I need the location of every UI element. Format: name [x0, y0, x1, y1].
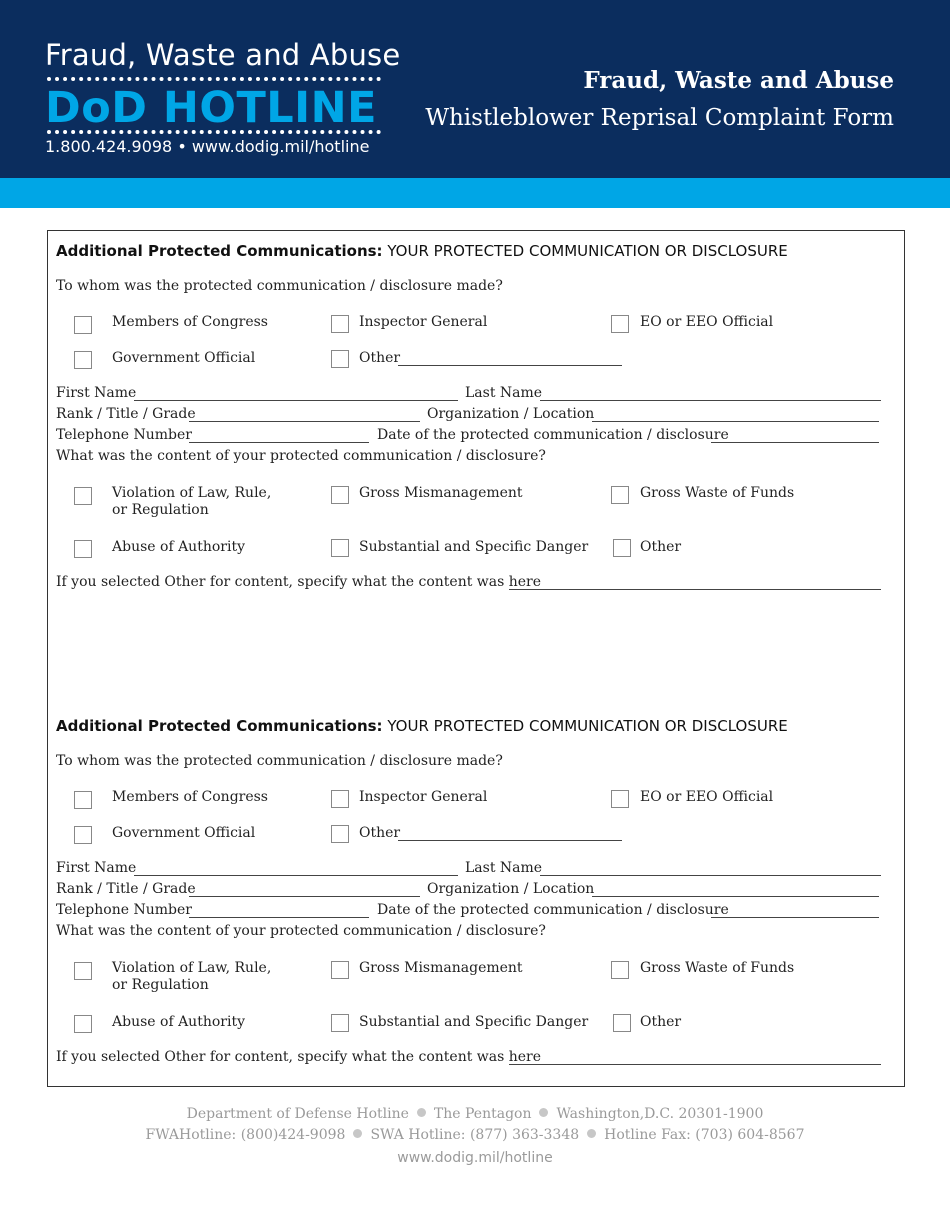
label-content-other: Other [640, 539, 682, 555]
label-abuse-of-authority: Abuse of Authority [112, 539, 245, 555]
checkbox-content-other[interactable] [613, 539, 631, 557]
label-telephone: Telephone Number [56, 902, 192, 918]
label-inspector-general: Inspector General [359, 789, 488, 805]
label-eo-eeo-official: EO or EEO Official [640, 789, 774, 805]
label-gross-waste-of-funds: Gross Waste of Funds [640, 960, 795, 976]
label-government-official: Government Official [112, 825, 256, 841]
footer-url[interactable]: www.dodig.mil/hotline [397, 1150, 553, 1166]
logo-contact: 1.800.424.9098 • www.dodig.mil/hotline [45, 137, 370, 156]
label-last-name: Last Name [465, 385, 543, 401]
checkbox-government-official[interactable] [74, 826, 92, 844]
input-other-specify[interactable] [509, 1064, 881, 1065]
label-members-of-congress: Members of Congress [112, 314, 268, 330]
checkbox-government-official[interactable] [74, 351, 92, 369]
label-other-specify: If you selected Other for content, specify what the content was here [56, 1049, 542, 1065]
input-telephone[interactable] [189, 917, 369, 918]
input-last-name[interactable] [540, 875, 881, 876]
checkbox-gross-mismanagement[interactable] [331, 486, 349, 504]
label-first-name: First Name [56, 385, 137, 401]
label-government-official: Government Official [112, 350, 256, 366]
checkbox-abuse-of-authority[interactable] [74, 540, 92, 558]
input-first-name[interactable] [134, 875, 458, 876]
checkbox-content-other[interactable] [613, 1014, 631, 1032]
bullet-icon [417, 1108, 426, 1117]
checkbox-recipient-other[interactable] [331, 350, 349, 368]
label-members-of-congress: Members of Congress [112, 789, 268, 805]
input-other-specify[interactable] [509, 589, 881, 590]
label-first-name: First Name [56, 860, 137, 876]
input-organization-location[interactable] [592, 896, 879, 897]
footer-phones: FWAHotline: (800)424-9098 SWA Hotline: (877) 363-3348 Hotline Fax: (703) 604-8567 [145, 1127, 805, 1143]
checkbox-eo-eeo-official[interactable] [611, 790, 629, 808]
question-content: What was the content of your protected communication / disclosure? [56, 448, 546, 464]
checkbox-members-of-congress[interactable] [74, 791, 92, 809]
input-telephone[interactable] [189, 442, 369, 443]
label-substantial-danger: Substantial and Specific Danger [359, 539, 589, 555]
bullet-icon [587, 1129, 596, 1138]
page-subtitle: Whistleblower Reprisal Complaint Form [425, 105, 894, 131]
label-rank-title-grade: Rank / Title / Grade [56, 881, 196, 897]
label-communication-date: Date of the protected communication / disclosure [377, 902, 729, 918]
logo-dotted-rule-bottom [47, 130, 381, 134]
page-title: Fraud, Waste and Abuse [583, 67, 894, 94]
label-violation-of-law: Violation of Law, Rule, or Regulation [112, 485, 272, 518]
footer-address: Department of Defense Hotline The Pentagon Washington,D.C. 20301-1900 [186, 1106, 764, 1122]
header-accent-stripe [0, 178, 950, 208]
bullet-icon [353, 1129, 362, 1138]
label-organization-location: Organization / Location [427, 881, 595, 897]
input-recipient-other[interactable] [398, 840, 622, 841]
section-title: Additional Protected Communications: YOUR PROTECTED COMMUNICATION OR DISCLOSURE [56, 717, 788, 735]
input-communication-date[interactable] [711, 917, 879, 918]
input-organization-location[interactable] [592, 421, 879, 422]
checkbox-inspector-general[interactable] [331, 315, 349, 333]
label-organization-location: Organization / Location [427, 406, 595, 422]
label-last-name: Last Name [465, 860, 543, 876]
checkbox-gross-waste-of-funds[interactable] [611, 486, 629, 504]
label-recipient-other: Other [359, 825, 401, 841]
label-gross-mismanagement: Gross Mismanagement [359, 485, 523, 501]
label-abuse-of-authority: Abuse of Authority [112, 1014, 245, 1030]
label-content-other: Other [640, 1014, 682, 1030]
checkbox-violation-of-law[interactable] [74, 962, 92, 980]
input-rank-title-grade[interactable] [189, 421, 420, 422]
label-gross-waste-of-funds: Gross Waste of Funds [640, 485, 795, 501]
checkbox-inspector-general[interactable] [331, 790, 349, 808]
question-content: What was the content of your protected communication / disclosure? [56, 923, 546, 939]
input-communication-date[interactable] [711, 442, 879, 443]
input-rank-title-grade[interactable] [189, 896, 420, 897]
checkbox-substantial-danger[interactable] [331, 539, 349, 557]
label-substantial-danger: Substantial and Specific Danger [359, 1014, 589, 1030]
input-last-name[interactable] [540, 400, 881, 401]
label-gross-mismanagement: Gross Mismanagement [359, 960, 523, 976]
checkbox-violation-of-law[interactable] [74, 487, 92, 505]
checkbox-substantial-danger[interactable] [331, 1014, 349, 1032]
input-first-name[interactable] [134, 400, 458, 401]
checkbox-gross-mismanagement[interactable] [331, 961, 349, 979]
input-recipient-other[interactable] [398, 365, 622, 366]
logo-tagline: Fraud, Waste and Abuse [45, 38, 401, 72]
label-eo-eeo-official: EO or EEO Official [640, 314, 774, 330]
bullet-icon [539, 1108, 548, 1117]
question-recipient: To whom was the protected communication / disclosure made? [56, 753, 503, 769]
label-inspector-general: Inspector General [359, 314, 488, 330]
checkbox-recipient-other[interactable] [331, 825, 349, 843]
checkbox-gross-waste-of-funds[interactable] [611, 961, 629, 979]
label-other-specify: If you selected Other for content, specify what the content was here [56, 574, 542, 590]
checkbox-eo-eeo-official[interactable] [611, 315, 629, 333]
label-recipient-other: Other [359, 350, 401, 366]
label-rank-title-grade: Rank / Title / Grade [56, 406, 196, 422]
checkbox-members-of-congress[interactable] [74, 316, 92, 334]
label-telephone: Telephone Number [56, 427, 192, 443]
logo-dotted-rule-top [47, 77, 381, 81]
checkbox-abuse-of-authority[interactable] [74, 1015, 92, 1033]
label-violation-of-law: Violation of Law, Rule, or Regulation [112, 960, 272, 993]
logo-wordmark: DoD HOTLINE [45, 83, 378, 133]
section-title: Additional Protected Communications: YOUR PROTECTED COMMUNICATION OR DISCLOSURE [56, 242, 788, 260]
question-recipient: To whom was the protected communication / disclosure made? [56, 278, 503, 294]
label-communication-date: Date of the protected communication / disclosure [377, 427, 729, 443]
